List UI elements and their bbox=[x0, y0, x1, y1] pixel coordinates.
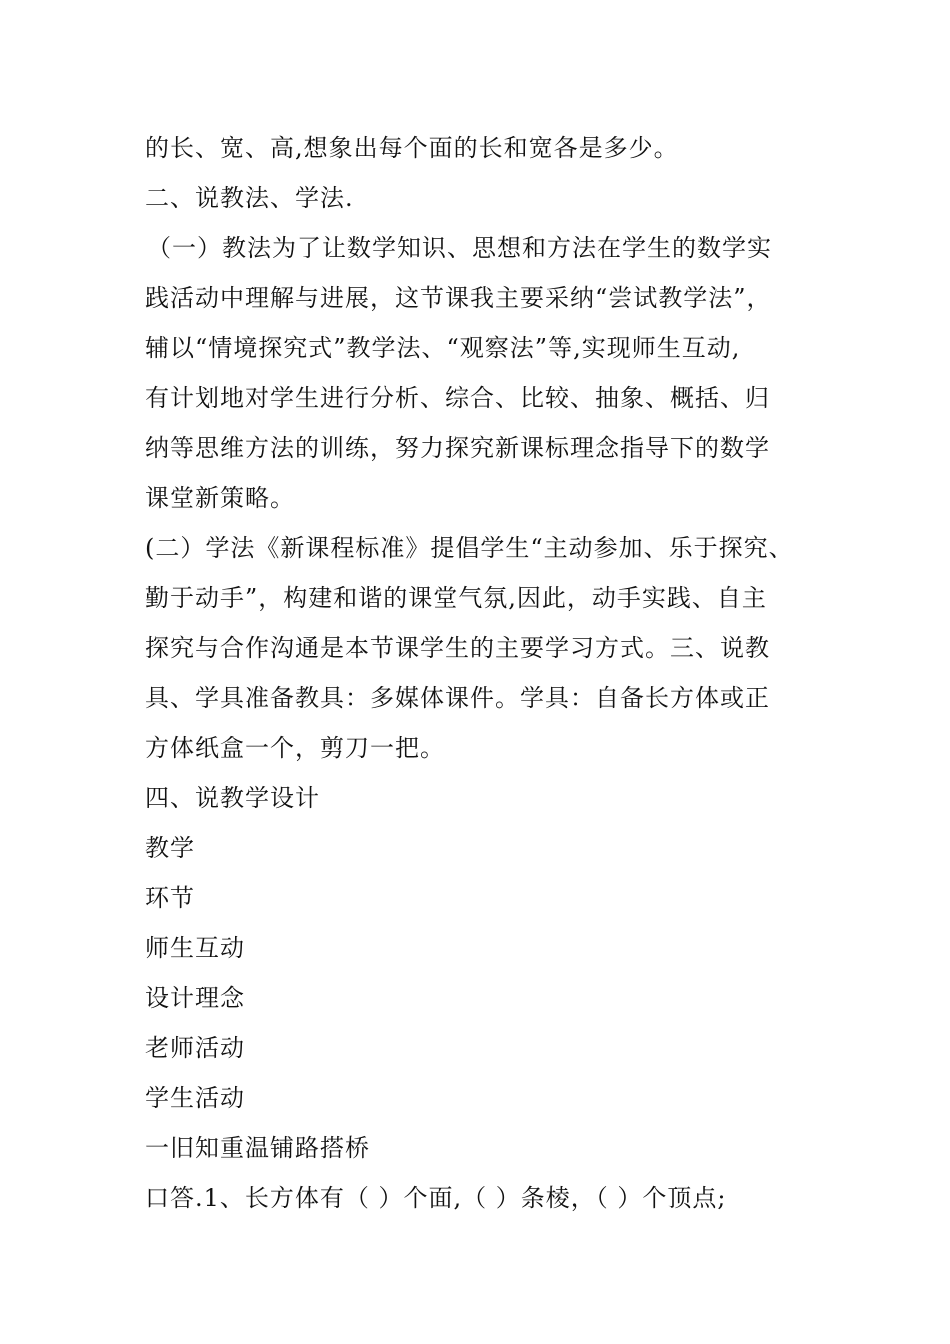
section-heading: 四、说教学设计 bbox=[145, 784, 320, 812]
text-line: 具、学具准备教具：多媒体课件。学具：自备长方体或正 bbox=[145, 684, 770, 712]
table-cell-text: 环节 bbox=[145, 884, 195, 912]
text-line: 的长、宽、高,想象出每个面的长和宽各是多少。 bbox=[145, 134, 679, 162]
table-cell-text: 设计理念 bbox=[145, 984, 245, 1012]
table-cell-text: 一旧知重温铺路搭桥 bbox=[145, 1134, 370, 1162]
text-line: (二）学法《新课程标准》提倡学生“主动参加、乐于探究、 bbox=[145, 534, 794, 562]
table-cell-text: 老师活动 bbox=[145, 1034, 245, 1062]
table-cell-text: 学生活动 bbox=[145, 1084, 245, 1112]
text-line: 探究与合作沟通是本节课学生的主要学习方式。三、说教 bbox=[145, 634, 770, 662]
text-line: 有计划地对学生进行分析、综合、比较、抽象、概括、归 bbox=[145, 384, 770, 412]
text-line: 纳等思维方法的训练，努力探究新课标理念指导下的数学 bbox=[145, 434, 770, 462]
text-line: 辅以“情境探究式”教学法、“观察法”等,实现师生互动, bbox=[145, 334, 741, 362]
text-line: 课堂新策略。 bbox=[145, 484, 295, 512]
text-line: 勤于动手”，构建和谐的课堂气氛,因此，动手实践、自主 bbox=[145, 584, 767, 612]
table-cell-text: 师生互动 bbox=[145, 934, 245, 962]
text-line: （一）教法为了让数学知识、思想和方法在学生的数学实 bbox=[147, 234, 772, 262]
text-line: 口答.1、长方体有（ ）个面,（ ）条棱，（ ）个顶点; bbox=[145, 1184, 727, 1212]
section-heading: 二、说教法、学法. bbox=[145, 184, 354, 212]
table-cell-text: 教学 bbox=[145, 834, 195, 862]
text-line: 践活动中理解与进展，这节课我主要采纳“尝试教学法”， bbox=[145, 284, 772, 312]
text-line: 方体纸盒一个，剪刀一把。 bbox=[145, 734, 445, 762]
